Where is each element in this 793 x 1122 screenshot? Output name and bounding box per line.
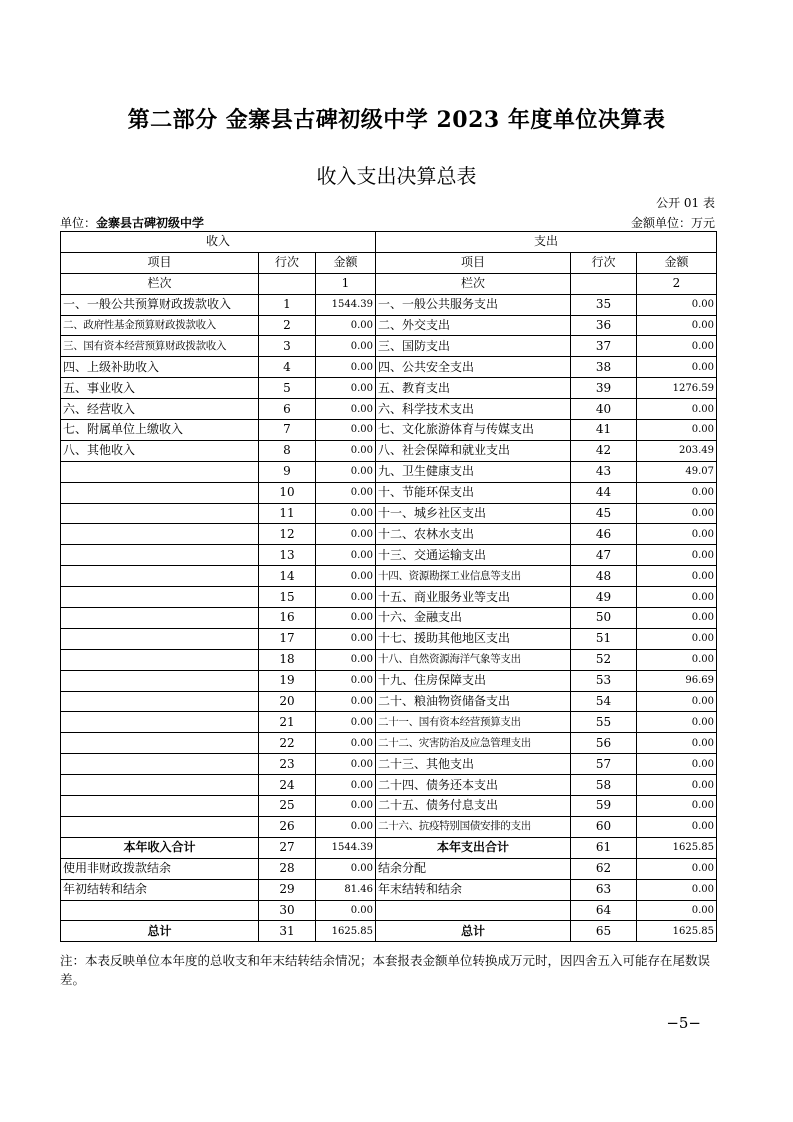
table-row [61, 461, 717, 482]
expense-amount: 0.00 [637, 587, 717, 608]
income-item [61, 712, 259, 733]
income-amount: 0.00 [316, 796, 376, 817]
unit-label: 单位： [60, 216, 97, 230]
income-item [61, 482, 259, 503]
income-row-no: 14 [259, 566, 316, 587]
table-row [61, 315, 717, 336]
income-row-no: 30 [259, 900, 316, 921]
income-grand-total-row-no: 31 [259, 921, 316, 942]
expense-item: 十、节能环保支出 [376, 482, 571, 503]
table-row [61, 566, 717, 587]
expense-row-no: 54 [571, 691, 637, 712]
expense-row-no: 46 [571, 524, 637, 545]
income-row-no: 18 [259, 649, 316, 670]
income-item [61, 733, 259, 754]
expense-row-no: 51 [571, 628, 637, 649]
income-amount: 0.00 [316, 399, 376, 420]
expense-item: 二十三、其他支出 [376, 754, 571, 775]
income-row-no: 17 [259, 628, 316, 649]
income-row-no: 26 [259, 816, 316, 837]
income-item: 七、附属单位上缴收入 [61, 420, 259, 441]
expense-item: 十七、援助其他地区支出 [376, 628, 571, 649]
footnote: 注：本表反映单位本年度的总收支和年末结转结余情况；本套报表金额单位转换成万元时，因四舍五入可能存在尾数误差。 [60, 953, 711, 987]
income-item [61, 796, 259, 817]
expense-row-no: 41 [571, 420, 637, 441]
income-amount: 0.00 [316, 545, 376, 566]
income-row-col-header: 行次 [259, 252, 316, 273]
income-amount: 0.00 [316, 440, 376, 461]
income-item [61, 670, 259, 691]
income-amount: 0.00 [316, 816, 376, 837]
expense-item: 十三、交通运输支出 [376, 545, 571, 566]
income-amount: 0.00 [316, 608, 376, 629]
expense-row-no: 49 [571, 587, 637, 608]
table-row [61, 816, 717, 837]
expense-row-no: 42 [571, 440, 637, 461]
income-amount: 0.00 [316, 649, 376, 670]
income-amount: 0.00 [316, 524, 376, 545]
expense-item: 十五、商业服务业等支出 [376, 587, 571, 608]
income-row-no: 12 [259, 524, 316, 545]
table-row [61, 900, 717, 921]
expense-row-no: 52 [571, 649, 637, 670]
expense-item [376, 900, 571, 921]
expense-item: 六、科学技术支出 [376, 399, 571, 420]
table-row [61, 879, 717, 900]
income-item: 四、上级补助收入 [61, 357, 259, 378]
table-title: 收入支出决算总表 [316, 164, 477, 188]
table-row [61, 775, 717, 796]
income-amount: 0.00 [316, 357, 376, 378]
expense-item: 二十二、灾害防治及应急管理支出 [376, 733, 571, 754]
income-amount: 0.00 [316, 503, 376, 524]
income-item [61, 503, 259, 524]
income-row-no: 8 [259, 440, 316, 461]
table-row [61, 691, 717, 712]
table-row [61, 670, 717, 691]
income-row-no: 25 [259, 796, 316, 817]
table-row [61, 440, 717, 461]
expense-header: 支出 [376, 232, 717, 253]
expense-amount: 203.49 [637, 440, 717, 461]
income-amount: 1544.39 [316, 294, 376, 315]
income-amount: 0.00 [316, 670, 376, 691]
expense-amount: 0.00 [637, 420, 717, 441]
expense-item: 二十五、债务付息支出 [376, 796, 571, 817]
expense-item: 一、一般公共服务支出 [376, 294, 571, 315]
income-item [61, 775, 259, 796]
expense-row-no: 64 [571, 900, 637, 921]
income-row-no: 21 [259, 712, 316, 733]
income-item [61, 587, 259, 608]
income-amount: 0.00 [316, 754, 376, 775]
income-item-col-header: 项目 [61, 252, 259, 273]
expense-total-label: 本年支出合计 [376, 837, 571, 858]
expense-row-no: 48 [571, 566, 637, 587]
expense-amount: 0.00 [637, 775, 717, 796]
income-item: 二、政府性基金预算财政拨款收入 [61, 315, 259, 336]
expense-row-no: 62 [571, 858, 637, 879]
expense-grand-total-label: 总计 [376, 921, 571, 942]
table-number: 公开 01 表 [656, 196, 715, 210]
income-row-no: 29 [259, 879, 316, 900]
expense-amount: 0.00 [637, 712, 717, 733]
income-total-amount: 1544.39 [316, 837, 376, 858]
income-item [61, 816, 259, 837]
income-lanci-label: 栏次 [61, 273, 259, 294]
expense-item: 二、外交支出 [376, 315, 571, 336]
expense-item: 十六、金融支出 [376, 608, 571, 629]
table-row [61, 754, 717, 775]
expense-item: 二十、粮油物资储备支出 [376, 691, 571, 712]
income-row-no: 13 [259, 545, 316, 566]
expense-amount: 0.00 [637, 628, 717, 649]
expense-row-no: 39 [571, 378, 637, 399]
expense-row-no: 43 [571, 461, 637, 482]
expense-item: 二十四、债务还本支出 [376, 775, 571, 796]
income-row-no: 11 [259, 503, 316, 524]
income-amount: 0.00 [316, 420, 376, 441]
income-amount: 0.00 [316, 587, 376, 608]
expense-item: 三、国防支出 [376, 336, 571, 357]
income-item: 使用非财政拨款结余 [61, 858, 259, 879]
income-item [61, 545, 259, 566]
expense-item: 五、教育支出 [376, 378, 571, 399]
expense-amount: 0.00 [637, 357, 717, 378]
grand-total-row [61, 921, 717, 942]
table-row [61, 378, 717, 399]
expense-amount-col-header: 金额 [637, 252, 717, 273]
income-item [61, 524, 259, 545]
expense-amount: 0.00 [637, 649, 717, 670]
table-row [61, 858, 717, 879]
income-row-no: 5 [259, 378, 316, 399]
expense-amount: 0.00 [637, 566, 717, 587]
expense-row-no: 50 [571, 608, 637, 629]
expense-item: 十九、住房保障支出 [376, 670, 571, 691]
expense-item: 十四、资源勘探工业信息等支出 [376, 566, 571, 587]
expense-amount: 0.00 [637, 816, 717, 837]
income-amount: 0.00 [316, 775, 376, 796]
income-item: 五、事业收入 [61, 378, 259, 399]
expense-row-no: 58 [571, 775, 637, 796]
income-item [61, 900, 259, 921]
expense-item: 九、卫生健康支出 [376, 461, 571, 482]
expense-amount: 0.00 [637, 754, 717, 775]
income-item: 一、一般公共预算财政拨款收入 [61, 294, 259, 315]
expense-grand-total-amount: 1625.85 [637, 921, 717, 942]
income-amount: 0.00 [316, 482, 376, 503]
income-amount: 0.00 [316, 691, 376, 712]
income-item: 年初结转和结余 [61, 879, 259, 900]
income-row-no: 3 [259, 336, 316, 357]
empty-cell [259, 273, 316, 294]
income-item [61, 628, 259, 649]
expense-amount: 0.00 [637, 524, 717, 545]
income-item: 六、经营收入 [61, 399, 259, 420]
expense-total-row-no: 61 [571, 837, 637, 858]
income-col-no: 1 [316, 273, 376, 294]
expense-item: 年末结转和结余 [376, 879, 571, 900]
expense-row-no: 56 [571, 733, 637, 754]
income-item [61, 691, 259, 712]
expense-amount: 0.00 [637, 336, 717, 357]
expense-amount: 0.00 [637, 545, 717, 566]
income-total-row-no: 27 [259, 837, 316, 858]
expense-amount: 0.00 [637, 482, 717, 503]
expense-row-no: 40 [571, 399, 637, 420]
expense-item: 十一、城乡社区支出 [376, 503, 571, 524]
income-item [61, 461, 259, 482]
income-amount: 81.46 [316, 879, 376, 900]
income-amount: 0.00 [316, 733, 376, 754]
income-row-no: 16 [259, 608, 316, 629]
part-title: 第二部分 金寨县古碑初级中学 2023 年度单位决算表 [127, 107, 666, 133]
expense-amount: 0.00 [637, 294, 717, 315]
expense-item: 结余分配 [376, 858, 571, 879]
income-item [61, 608, 259, 629]
expense-item: 十八、自然资源海洋气象等支出 [376, 649, 571, 670]
expense-row-col-header: 行次 [571, 252, 637, 273]
income-amount: 0.00 [316, 378, 376, 399]
expense-amount: 0.00 [637, 900, 717, 921]
expense-amount: 96.69 [637, 670, 717, 691]
expense-item: 二十一、国有资本经营预算支出 [376, 712, 571, 733]
expense-row-no: 59 [571, 796, 637, 817]
table-row [61, 420, 717, 441]
table-row [61, 294, 717, 315]
expense-row-no: 60 [571, 816, 637, 837]
expense-amount: 49.07 [637, 461, 717, 482]
year-total-row [61, 837, 717, 858]
income-amount: 0.00 [316, 566, 376, 587]
expense-row-no: 35 [571, 294, 637, 315]
income-row-no: 10 [259, 482, 316, 503]
expense-item: 七、文化旅游体育与传媒支出 [376, 420, 571, 441]
table-row [61, 649, 717, 670]
table-row [61, 524, 717, 545]
table-row [61, 628, 717, 649]
expense-item: 八、社会保障和就业支出 [376, 440, 571, 461]
table-row [61, 336, 717, 357]
empty-cell [571, 273, 637, 294]
expense-amount: 0.00 [637, 399, 717, 420]
table-row [61, 482, 717, 503]
income-item [61, 566, 259, 587]
income-row-no: 28 [259, 858, 316, 879]
income-amount: 0.00 [316, 858, 376, 879]
income-amount: 0.00 [316, 315, 376, 336]
section-header-row [61, 232, 717, 253]
unit-name: 金寨县古碑初级中学 [96, 216, 205, 230]
income-row-no: 1 [259, 294, 316, 315]
expense-row-no: 44 [571, 482, 637, 503]
income-row-no: 22 [259, 733, 316, 754]
expense-amount: 0.00 [637, 879, 717, 900]
expense-row-no: 55 [571, 712, 637, 733]
expense-row-no: 37 [571, 336, 637, 357]
expense-amount: 0.00 [637, 858, 717, 879]
expense-amount: 0.00 [637, 691, 717, 712]
table-row [61, 608, 717, 629]
table-row [61, 399, 717, 420]
income-expense-table [60, 231, 717, 942]
expense-total-amount: 1625.85 [637, 837, 717, 858]
expense-item: 二十六、抗疫特别国债安排的支出 [376, 816, 571, 837]
money-unit: 金额单位：万元 [630, 216, 715, 230]
expense-amount: 0.00 [637, 796, 717, 817]
income-amount: 0.00 [316, 712, 376, 733]
expense-row-no: 63 [571, 879, 637, 900]
income-item: 八、其他收入 [61, 440, 259, 461]
table-row [61, 587, 717, 608]
income-row-no: 24 [259, 775, 316, 796]
income-row-no: 4 [259, 357, 316, 378]
income-grand-total-amount: 1625.85 [316, 921, 376, 942]
table-row [61, 796, 717, 817]
column-header-row [61, 252, 717, 273]
income-row-no: 7 [259, 420, 316, 441]
income-row-no: 19 [259, 670, 316, 691]
expense-item: 四、公共安全支出 [376, 357, 571, 378]
expense-lanci-label: 栏次 [376, 273, 571, 294]
income-amount: 0.00 [316, 628, 376, 649]
expense-row-no: 57 [571, 754, 637, 775]
expense-amount: 0.00 [637, 503, 717, 524]
expense-row-no: 38 [571, 357, 637, 378]
expense-item-col-header: 项目 [376, 252, 571, 273]
income-header: 收入 [61, 232, 376, 253]
expense-item: 十二、农林水支出 [376, 524, 571, 545]
income-amount-col-header: 金额 [316, 252, 376, 273]
unit-line [60, 214, 204, 231]
income-item [61, 649, 259, 670]
table-row [61, 503, 717, 524]
expense-row-no: 53 [571, 670, 637, 691]
income-row-no: 2 [259, 315, 316, 336]
expense-amount: 1276.59 [637, 378, 717, 399]
income-amount: 0.00 [316, 900, 376, 921]
income-grand-total-label: 总计 [61, 921, 259, 942]
income-row-no: 20 [259, 691, 316, 712]
income-item: 三、国有资本经营预算财政拨款收入 [61, 336, 259, 357]
expense-amount: 0.00 [637, 315, 717, 336]
income-amount: 0.00 [316, 336, 376, 357]
income-row-no: 9 [259, 461, 316, 482]
income-item [61, 754, 259, 775]
expense-amount: 0.00 [637, 608, 717, 629]
table-row [61, 357, 717, 378]
column-number-row [61, 273, 717, 294]
income-row-no: 15 [259, 587, 316, 608]
table-row [61, 712, 717, 733]
expense-row-no: 47 [571, 545, 637, 566]
expense-row-no: 45 [571, 503, 637, 524]
table-row [61, 545, 717, 566]
expense-grand-total-row-no: 65 [571, 921, 637, 942]
income-row-no: 23 [259, 754, 316, 775]
income-amount: 0.00 [316, 461, 376, 482]
income-row-no: 6 [259, 399, 316, 420]
page-number: −5− [666, 1014, 701, 1032]
income-total-label: 本年收入合计 [61, 837, 259, 858]
table-row [61, 733, 717, 754]
expense-col-no: 2 [637, 273, 717, 294]
expense-row-no: 36 [571, 315, 637, 336]
expense-amount: 0.00 [637, 733, 717, 754]
